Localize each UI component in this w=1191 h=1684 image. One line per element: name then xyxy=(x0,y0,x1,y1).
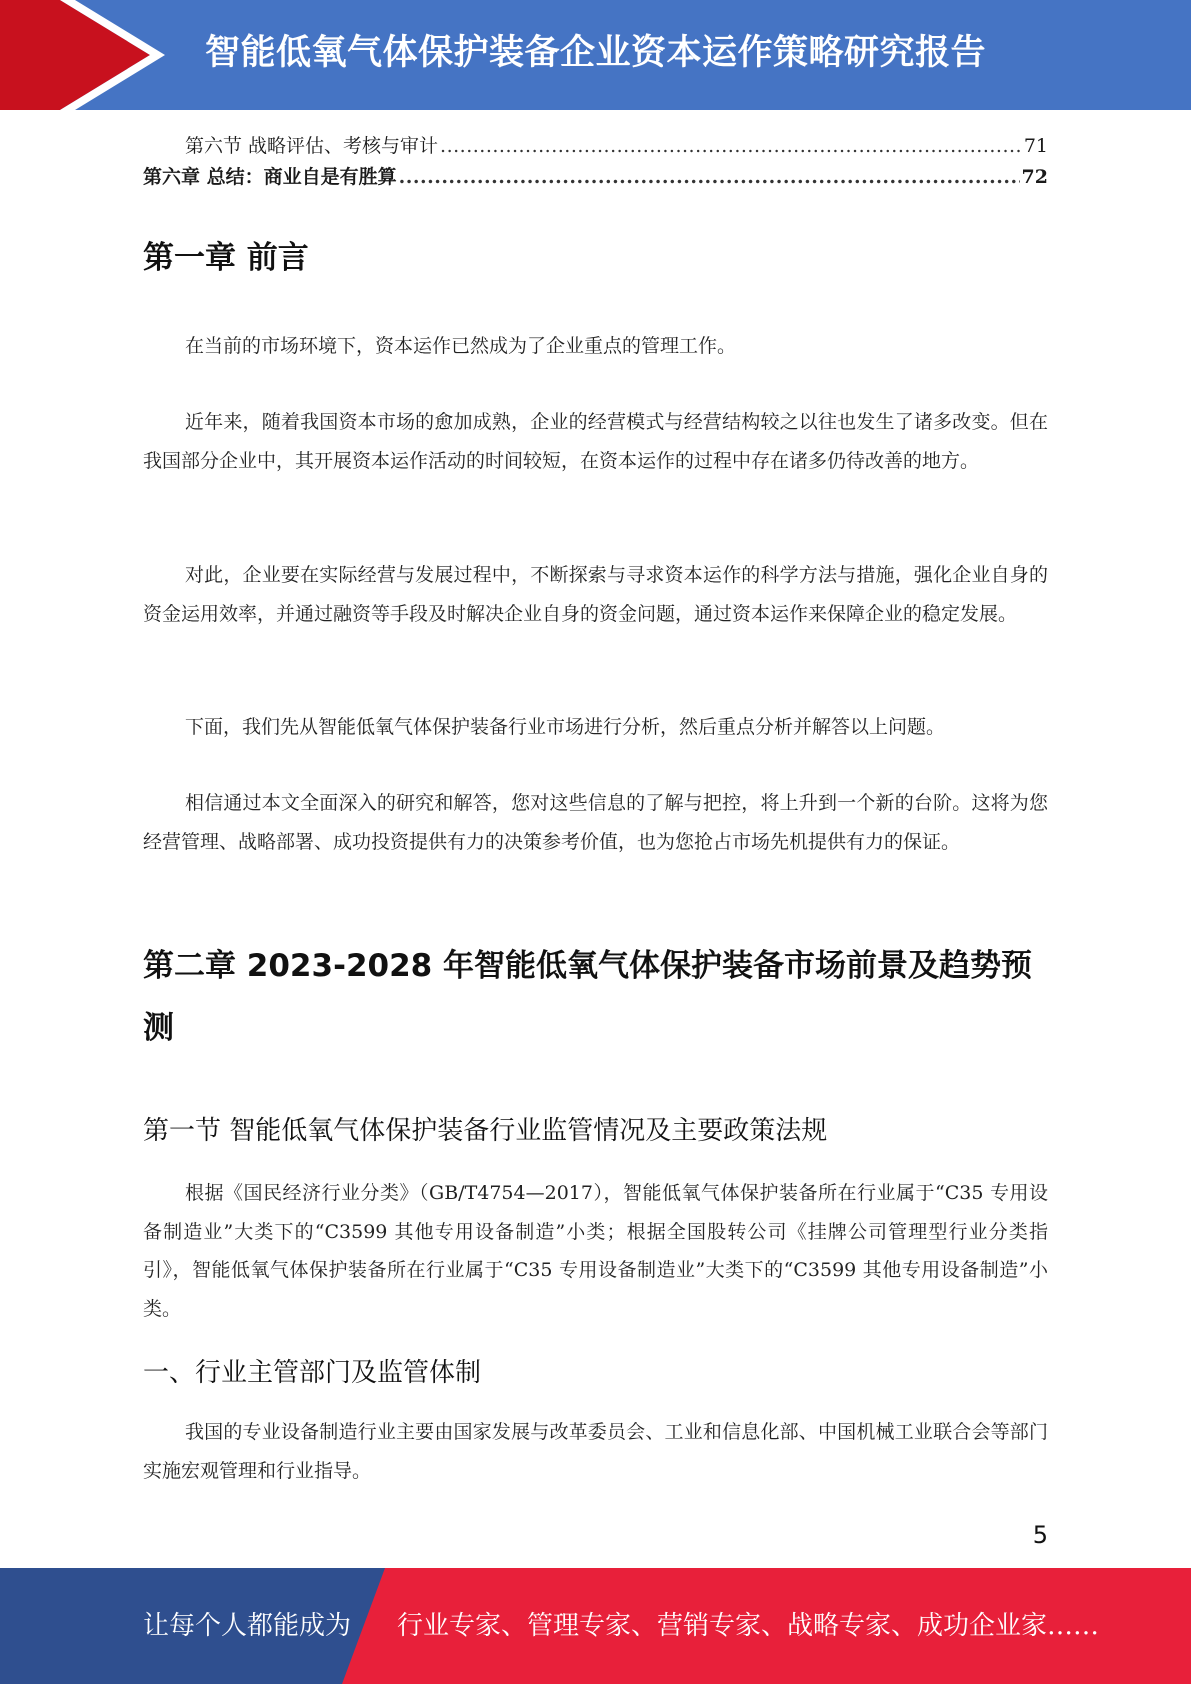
page-number: 5 xyxy=(1032,1521,1048,1549)
section-heading: 第一节 智能低氧气体保护装备行业监管情况及主要政策法规 xyxy=(143,1116,828,1146)
toc-entry[interactable] xyxy=(143,162,1048,189)
body-paragraph: 对此，企业要在实际经营与发展过程中，不断探索与寻求资本运作的科学方法与措施，强化企业自身的资金运用效率，并通过融资等手段及时解决企业自身的资金问题，通过资本运作来保障企业的稳定发展。 xyxy=(143,564,1048,625)
toc-entry-page: 71 xyxy=(1023,135,1048,157)
body-paragraph: 近年来，随着我国资本市场的愈加成熟，企业的经营模式与经营结构较之以往也发生了诸多改变。但在我国部分企业中，其开展资本运作活动的时间较短，在资本运作的过程中存在诸多仍待改善的地方。 xyxy=(143,411,1048,472)
body-paragraph: 我国的专业设备制造行业主要由国家发展与改革委员会、工业和信息化部、中国机械工业联合会等部门实施宏观管理和行业指导。 xyxy=(143,1421,1048,1482)
page-header xyxy=(0,0,1191,110)
footer-slogan-right: 行业专家、管理专家、营销专家、战略专家、成功企业家…… xyxy=(397,1611,1100,1641)
footer-slogan-left: 让每个人都能成为 xyxy=(143,1611,352,1641)
body-paragraph: 在当前的市场环境下，资本运作已然成为了企业重点的管理工作。 xyxy=(185,335,737,357)
toc-entry-label: 第六章 总结：商业自是有胜算 xyxy=(143,166,397,188)
toc-leader-dots xyxy=(440,135,1022,157)
body-paragraph: 下面，我们先从智能低氧气体保护装备行业市场进行分析，然后重点分析并解答以上问题。 xyxy=(185,716,946,738)
chapter-heading: 第一章 前言 xyxy=(143,240,309,276)
page-footer xyxy=(0,1568,1191,1684)
header-red-arrow xyxy=(0,0,150,110)
toc-leader-dots xyxy=(399,166,1020,188)
body-paragraph: 相信通过本文全面深入的研究和解答，您对这些信息的了解与把控，将上升到一个新的台阶。这将为您经营管理、战略部署、成功投资提供有力的决策参考价值，也为您抢占市场先机提供有力的保证。 xyxy=(143,792,1048,853)
toc-entry-page: 72 xyxy=(1021,166,1048,188)
body-paragraph: 根据《国民经济行业分类》（GB/T4754—2017），智能低氧气体保护装备所在行业属于“C35 专用设备制造业”大类下的“C3599 其他专用设备制造”小类；根据全国股转公司《挂牌公司管理型行业分类指引》，智能低氧气体保护装备所在行业属于“C35 专用设备制造业”大类下的“C3599 其他专用设备制造”小类。 xyxy=(143,1182,1048,1320)
toc-entry[interactable] xyxy=(185,131,1048,158)
toc-entry-label: 第六节 战略评估、考核与审计 xyxy=(185,135,439,157)
report-title: 智能低氧气体保护装备企业资本运作策略研究报告 xyxy=(205,33,987,73)
chapter-heading: 第二章 2023-2028 年智能低氧气体保护装备市场前景及趋势预测 xyxy=(143,948,1033,1046)
subsection-heading: 一、行业主管部门及监管体制 xyxy=(143,1358,482,1388)
